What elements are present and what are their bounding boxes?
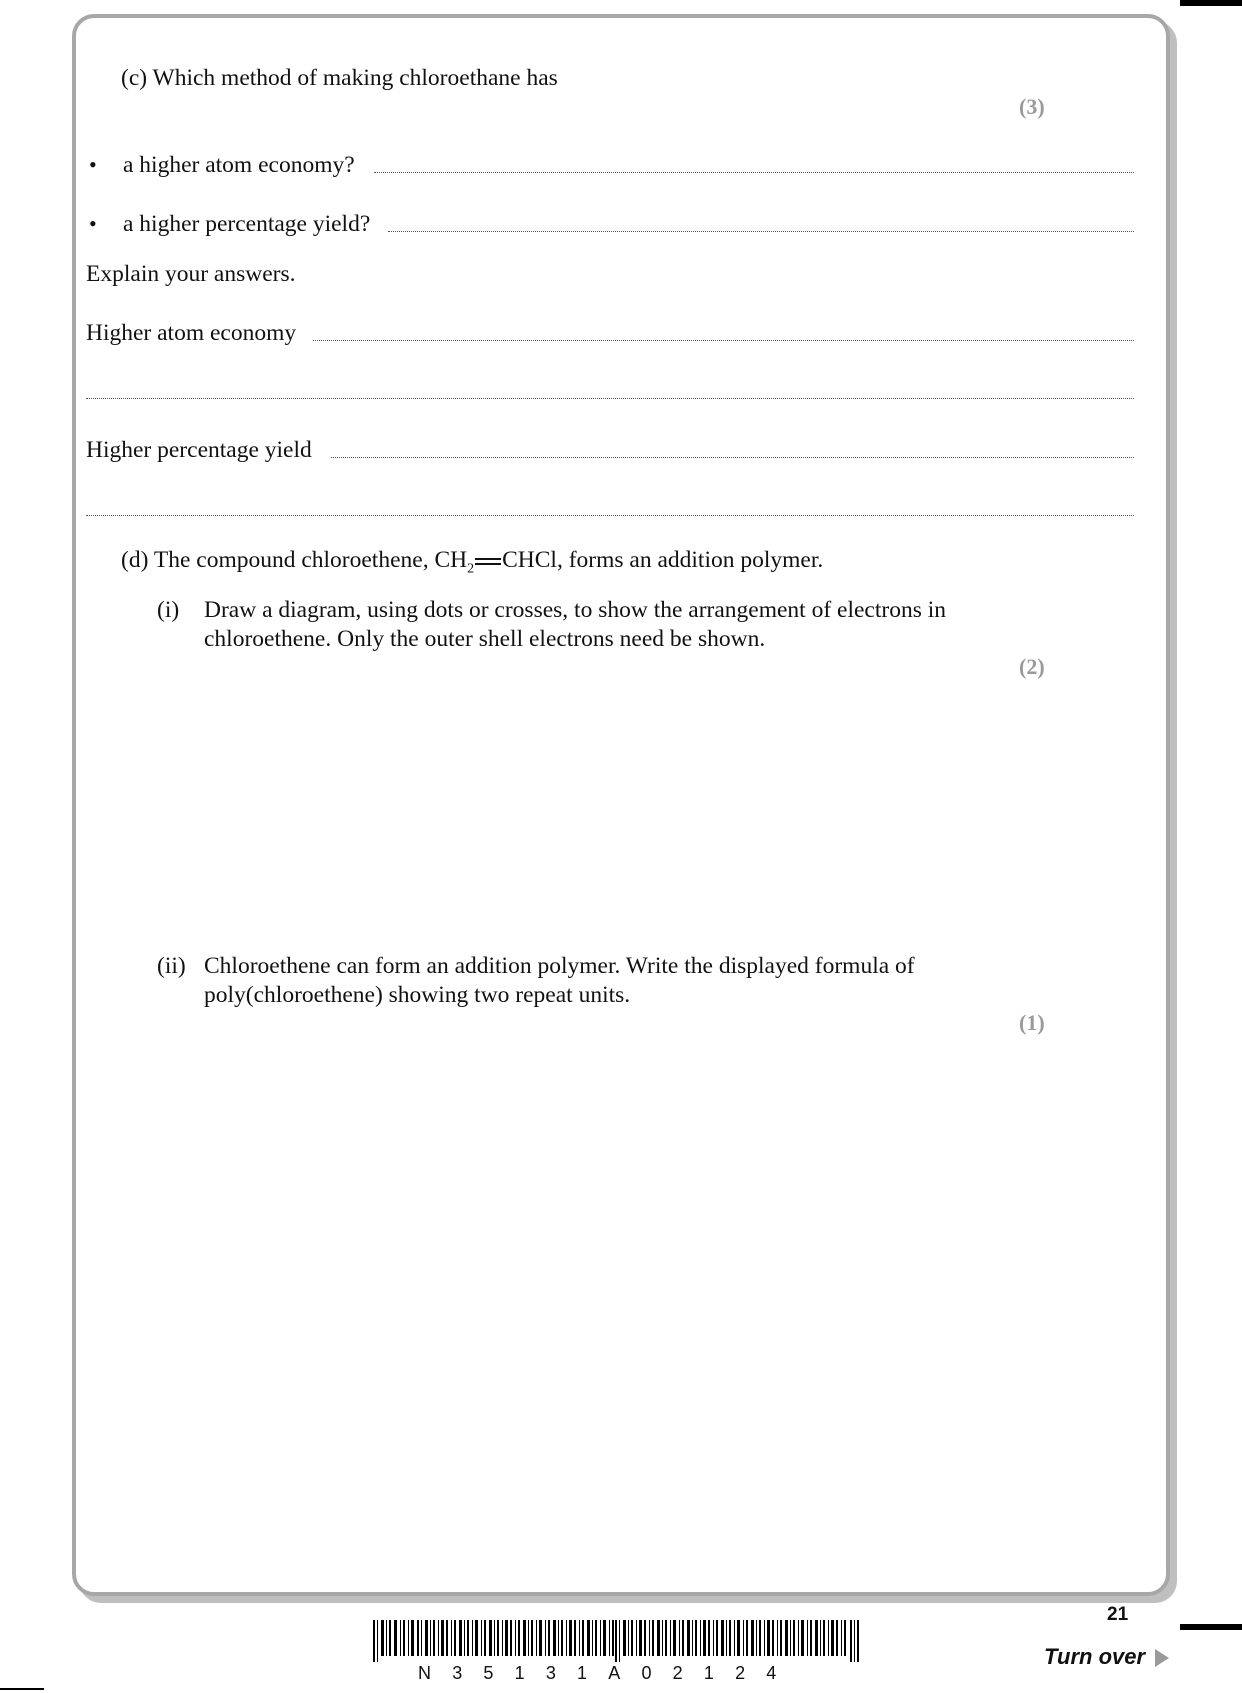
part-ii-number: (ii) xyxy=(157,953,186,979)
bullet-icon: • xyxy=(89,211,97,236)
answer-line-atom-explain-1[interactable] xyxy=(313,340,1134,341)
page-number: 21 xyxy=(1107,1604,1129,1625)
explain-instruction: Explain your answers. xyxy=(86,261,296,287)
turn-over-label: Turn over xyxy=(1044,1644,1146,1669)
answer-line-percentage-yield[interactable] xyxy=(388,231,1134,232)
answer-line-atom-explain-2[interactable] xyxy=(86,398,1134,399)
registration-mark-top-right xyxy=(1180,0,1242,6)
part-ii-line-1: Chloroethene can form an addition polymer. Write the displayed formula of xyxy=(204,953,915,979)
bullet-atom-economy: a higher atom economy? xyxy=(123,152,355,178)
bullet-percentage-yield: a higher percentage yield? xyxy=(123,211,371,237)
question-d-stem-pre: (d) The compound chloroethene, CH xyxy=(121,547,468,573)
registration-mark-bottom-left xyxy=(0,1688,44,1690)
label-higher-atom-economy: Higher atom economy xyxy=(86,320,297,346)
answer-line-yield-explain-2[interactable] xyxy=(86,515,1134,516)
question-d-stem-post: CHCl, forms an addition polymer. xyxy=(502,547,824,573)
part-ii-marks: (1) xyxy=(1019,1010,1045,1035)
turn-over-arrow-icon xyxy=(1155,1649,1169,1667)
question-d-subscript: 2 xyxy=(467,561,475,577)
part-i-line-2: chloroethene. Only the outer shell electrons need be shown. xyxy=(204,626,766,652)
answer-line-atom-economy[interactable] xyxy=(374,172,1134,173)
part-i-number: (i) xyxy=(157,597,180,623)
part-ii-line-2: poly(chloroethene) showing two repeat units. xyxy=(204,982,631,1008)
registration-mark-bottom-right xyxy=(1180,1624,1242,1630)
question-c-stem: (c) Which method of making chloroethane has xyxy=(121,65,558,91)
diagram-answer-area[interactable] xyxy=(86,690,1134,930)
answer-line-yield-explain-1[interactable] xyxy=(331,457,1134,458)
part-i-marks: (2) xyxy=(1019,654,1045,679)
bullet-icon: • xyxy=(89,152,97,177)
barcode-number: N35131A02124 xyxy=(418,1663,798,1683)
part-i-line-1: Draw a diagram, using dots or crosses, to show the arrangement of electrons in xyxy=(204,597,947,623)
question-d-stem xyxy=(121,546,823,584)
barcode-icon xyxy=(373,1620,859,1667)
double-bond-icon xyxy=(475,558,501,565)
formula-answer-area[interactable] xyxy=(86,1050,1134,1550)
label-higher-percentage-yield: Higher percentage yield xyxy=(86,437,312,463)
question-c-marks: (3) xyxy=(1019,94,1045,119)
